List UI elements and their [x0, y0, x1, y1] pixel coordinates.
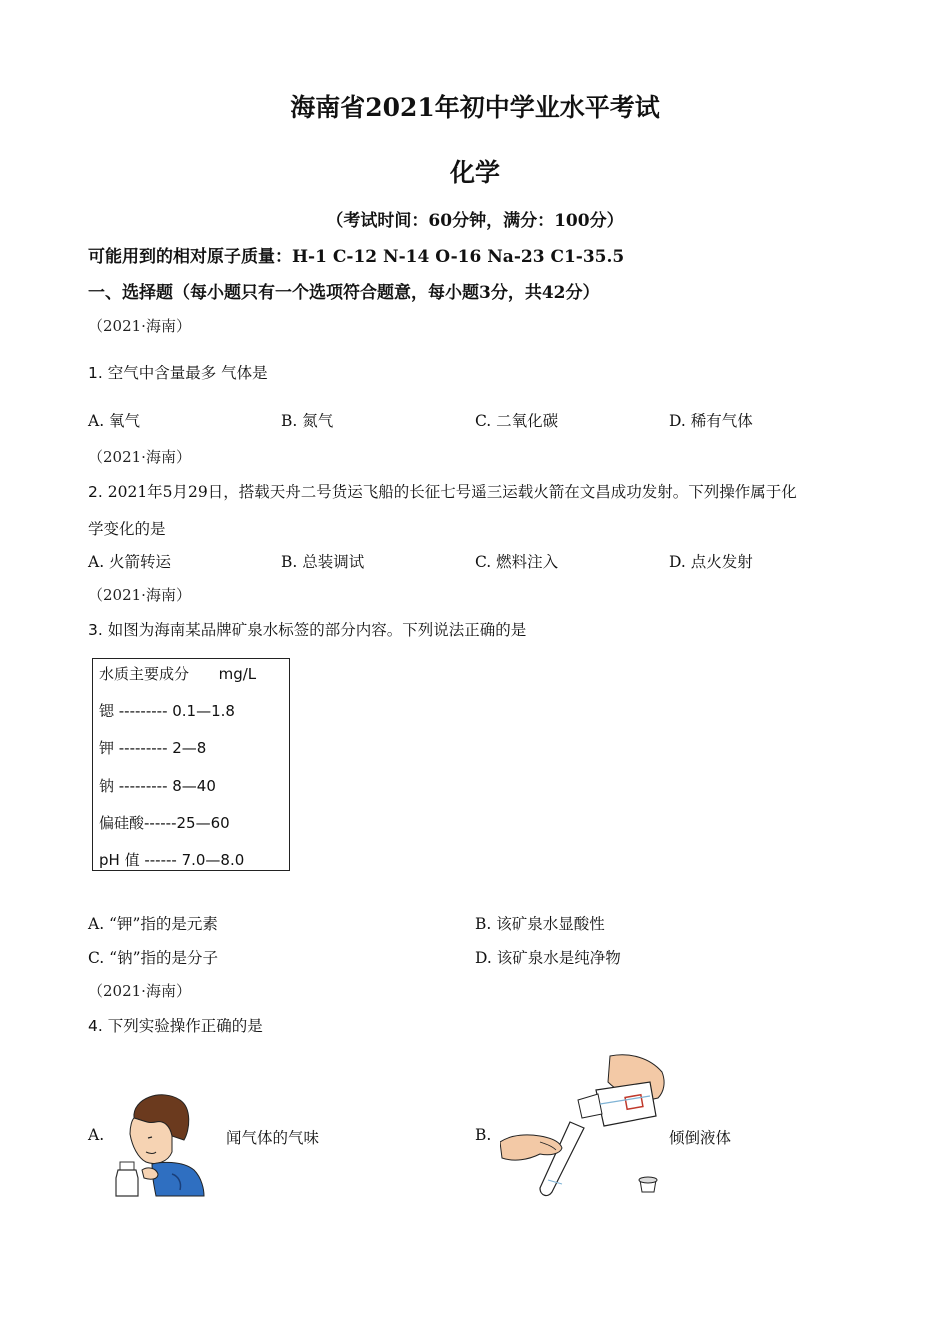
label-row: 钾 --------- 2—8 — [99, 739, 207, 757]
label-row: 锶 --------- 0.1—1.8 — [99, 702, 235, 720]
question-3-stem — [88, 618, 526, 640]
question-number: 1. — [88, 364, 103, 382]
option-b-caption: 倾倒液体 — [669, 1129, 732, 1147]
label-unit: mg/L — [218, 665, 257, 683]
smelling-gas-illustration — [112, 1090, 212, 1202]
option-d: D. 点火发射 — [669, 553, 753, 571]
question-source: （2021·海南） — [88, 448, 191, 466]
label-row: 偏硅酸------25—60 — [99, 814, 230, 832]
subject-title: 化学 — [449, 158, 500, 187]
question-text: 如图为海南某品牌矿泉水标签的部分内容。下列说法正确的是 — [107, 621, 527, 639]
question-4-stem — [88, 1014, 263, 1036]
option-c: C. “钠”指的是分子 — [88, 949, 219, 967]
question-source: （2021·海南） — [88, 982, 191, 1000]
question-number: 2. — [88, 483, 103, 501]
mineral-water-label — [92, 658, 290, 871]
exam-info: （考试时间：60分钟，满分：100分） — [326, 211, 624, 231]
question-source: （2021·海南） — [88, 317, 191, 335]
label-row: pH 值 ------ 7.0—8.0 — [99, 851, 245, 869]
pouring-liquid-illustration — [500, 1052, 670, 1202]
option-c: C. 二氧化碳 — [475, 412, 559, 430]
label-row: 钠 --------- 8—40 — [99, 777, 216, 795]
option-b: B. 氮气 — [281, 412, 334, 430]
question-2-stem-line2: 学变化的是 — [88, 520, 166, 538]
option-a: A. “钾”指的是元素 — [88, 915, 218, 933]
question-text: 下列实验操作正确的是 — [107, 1017, 263, 1035]
option-d: D. 该矿泉水是纯净物 — [475, 949, 621, 967]
option-a-letter: A. — [88, 1126, 105, 1144]
atomic-mass-line: 可能用到的相对原子质量：H-1 C-12 N-14 O-16 Na-23 C1-35.5 — [88, 247, 625, 267]
option-b: B. 该矿泉水显酸性 — [475, 915, 605, 933]
question-2-stem — [88, 480, 797, 502]
question-number: 3. — [88, 621, 103, 639]
option-c: C. 燃料注入 — [475, 553, 559, 571]
option-a: A. 火箭转运 — [88, 553, 172, 571]
option-b: B. 总装调试 — [281, 553, 365, 571]
option-d: D. 稀有气体 — [669, 412, 753, 430]
question-number: 4. — [88, 1017, 103, 1035]
option-a-caption: 闻气体的气味 — [226, 1129, 320, 1147]
option-b-letter: B. — [475, 1126, 492, 1144]
question-1-stem — [88, 361, 268, 383]
exam-title: 海南省2021年初中学业水平考试 — [290, 93, 660, 122]
option-a: A. 氧气 — [88, 412, 141, 430]
label-header-left: 水质主要成分 — [99, 665, 190, 683]
question-source: （2021·海南） — [88, 586, 191, 604]
section-heading: 一、选择题（每小题只有一个选项符合题意，每小题3分，共42分） — [88, 283, 600, 303]
question-text: 空气中含量最多 气体是 — [107, 364, 268, 382]
label-header — [99, 663, 256, 684]
question-text: 2021年5月29日，搭载天舟二号货运飞船的长征七号遥三运载火箭在文昌成功发射。下列操作属于化 — [107, 483, 797, 501]
